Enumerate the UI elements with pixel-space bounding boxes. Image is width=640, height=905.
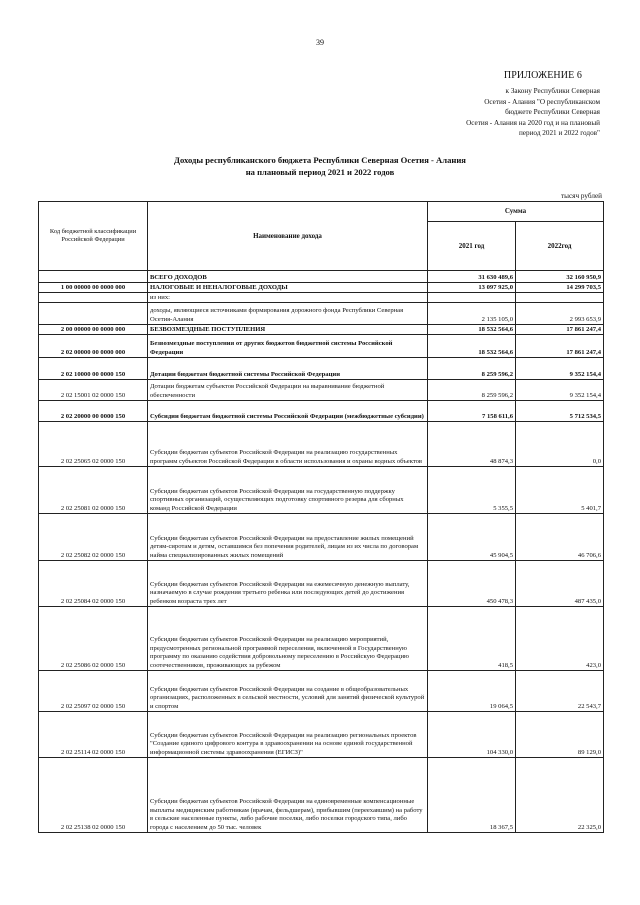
table-row xyxy=(39,293,604,303)
table-row xyxy=(39,271,604,283)
row-code xyxy=(39,303,148,325)
row-name: Субсидии бюджетам субъектов Российской Федерации на государственную поддержку спортивных организаций, осуществляющих подготовку спортивного резерва для сборных команд Российской Федерации xyxy=(148,467,428,514)
row-code: 2 02 25084 02 0000 150 xyxy=(39,561,148,607)
row-value-2021: 104 330,0 xyxy=(428,712,516,758)
row-code: 2 02 00000 00 0000 000 xyxy=(39,335,148,358)
row-value-2022: 17 861 247,4 xyxy=(516,325,604,335)
row-name: Субсидии бюджетам субъектов Российской Федерации на реализацию государственных программ субъектов Российской Федерации в области использования и охраны водных объектов xyxy=(148,422,428,467)
row-value-2022: 9 352 154,4 xyxy=(516,358,604,380)
row-name: БЕЗВОЗМЕЗДНЫЕ ПОСТУПЛЕНИЯ xyxy=(148,325,428,335)
row-value-2022: 5 712 534,5 xyxy=(516,401,604,422)
annex-subtitle-line: бюджете Республики Северная xyxy=(505,108,600,117)
row-value-2021: 45 904,5 xyxy=(428,514,516,561)
row-value-2021: 418,5 xyxy=(428,607,516,671)
table-row xyxy=(39,335,604,358)
table-row xyxy=(39,514,604,561)
row-code: 1 00 00000 00 0000 000 xyxy=(39,283,148,293)
row-value-2022: 2 993 653,9 xyxy=(516,303,604,325)
row-name: Субсидии бюджетам субъектов Российской Федерации на реализацию мероприятий, предусмотренных региональной программой переселения, включенной в Государственную программу по оказанию содействия добровольному переселению в Российскую Федерацию соотечественников, проживающих за рубежом xyxy=(148,607,428,671)
units-label: тысяч рублей xyxy=(561,192,602,200)
annex-subtitle-line: Осетия - Алания "О республиканском xyxy=(484,97,600,106)
row-code: 2 02 25097 02 0000 150 xyxy=(39,671,148,712)
header-year-2021: 2021 год xyxy=(428,222,516,271)
row-name: Субсидии бюджетам субъектов Российской Федерации на создание в общеобразовательных организациях, расположенных в сельской местности, условий для занятий физической культурой и спортом xyxy=(148,671,428,712)
row-name: Субсидии бюджетам субъектов Российской Федерации на предоставление жилых помещений детям-сиротам и детям, оставшимся без попечения родителей, лицам из их числа по договорам найма специализированных жилых помещений xyxy=(148,514,428,561)
row-value-2021: 5 355,5 xyxy=(428,467,516,514)
row-value-2021: 2 135 105,0 xyxy=(428,303,516,325)
row-value-2021: 18 532 564,6 xyxy=(428,325,516,335)
header-sum: Сумма xyxy=(428,202,604,222)
row-code: 2 00 00000 00 0000 000 xyxy=(39,325,148,335)
row-name: Дотации бюджетам бюджетной системы Российской Федерации xyxy=(148,358,428,380)
table-row xyxy=(39,467,604,514)
row-name: Субсидии бюджетам бюджетной системы Российской Федерации (межбюджетные субсидии) xyxy=(148,401,428,422)
row-name: Субсидии бюджетам субъектов Российской Федерации на ежемесячную денежную выплату, назначаемую в случае рождения третьего ребенка или последующих детей до достижения ребенком возраста трех лет xyxy=(148,561,428,607)
table-row xyxy=(39,358,604,380)
table-row xyxy=(39,671,604,712)
table-row xyxy=(39,422,604,467)
row-value-2022: 17 861 247,4 xyxy=(516,335,604,358)
row-name: Субсидии бюджетам субъектов Российской Федерации на реализацию региональных проектов "Создание единого цифрового контура в здравоохранении на основе единой государственной информационной системы здравоохранения (ЕГИСЗ)" xyxy=(148,712,428,758)
row-code: 2 02 15001 02 0000 150 xyxy=(39,380,148,401)
annex-subtitle xyxy=(400,86,600,139)
table-row xyxy=(39,325,604,335)
table-row xyxy=(39,712,604,758)
row-value-2022: 22 325,0 xyxy=(516,758,604,833)
row-value-2022: 89 129,0 xyxy=(516,712,604,758)
table-row xyxy=(39,401,604,422)
row-code: 2 02 20000 00 0000 150 xyxy=(39,401,148,422)
row-value-2022: 9 352 154,4 xyxy=(516,380,604,401)
row-value-2022 xyxy=(516,293,604,303)
row-code xyxy=(39,293,148,303)
row-code: 2 02 25081 02 0000 150 xyxy=(39,467,148,514)
row-code xyxy=(39,271,148,283)
document-title-line: на плановый период 2021 и 2022 годов xyxy=(245,167,395,177)
annex-subtitle-line: к Закону Республики Северная xyxy=(505,87,600,95)
row-value-2022: 487 435,0 xyxy=(516,561,604,607)
row-value-2021: 18 532 564,6 xyxy=(428,335,516,358)
header-name: Наименование дохода xyxy=(148,202,428,271)
row-name: доходы, являющиеся источниками формирования дорожного фонда Республики Северная Осетия-Алания xyxy=(148,303,428,325)
row-name: Безвозмездные поступления от других бюджетов бюджетной системы Российской Федерации xyxy=(148,335,428,358)
annex-subtitle-line: Осетия - Алания на 2020 год и на плановый xyxy=(466,118,600,127)
table-row xyxy=(39,561,604,607)
row-value-2021: 8 259 596,2 xyxy=(428,380,516,401)
row-code: 2 02 25065 02 0000 150 xyxy=(39,422,148,467)
row-value-2021: 18 367,5 xyxy=(428,758,516,833)
row-value-2021 xyxy=(428,293,516,303)
row-value-2021: 8 259 596,2 xyxy=(428,358,516,380)
row-name: НАЛОГОВЫЕ И НЕНАЛОГОВЫЕ ДОХОДЫ xyxy=(148,283,428,293)
row-value-2022: 5 401,7 xyxy=(516,467,604,514)
row-value-2021: 13 097 925,0 xyxy=(428,283,516,293)
page-number: 39 xyxy=(316,38,324,47)
table-row xyxy=(39,607,604,671)
row-value-2022: 0,0 xyxy=(516,422,604,467)
header-year-2022: 2022год xyxy=(516,222,604,271)
annex-subtitle-line: период 2021 и 2022 годов" xyxy=(518,129,600,138)
table-row xyxy=(39,380,604,401)
header-code: Код бюджетной классификации Российской Федерации xyxy=(39,202,148,271)
document-title xyxy=(40,154,600,178)
table-row xyxy=(39,283,604,293)
row-code: 2 02 25138 02 0000 150 xyxy=(39,758,148,833)
table-body xyxy=(39,271,604,833)
row-value-2021: 31 630 489,6 xyxy=(428,271,516,283)
row-value-2021: 7 158 611,6 xyxy=(428,401,516,422)
row-code: 2 02 25086 02 0000 150 xyxy=(39,607,148,671)
document-title-line: Доходы республиканского бюджета Республики Северная Осетия - Алания xyxy=(174,155,466,165)
revenue-table xyxy=(38,201,604,833)
row-name: из них: xyxy=(148,293,428,303)
row-name: ВСЕГО ДОХОДОВ xyxy=(148,271,428,283)
row-name: Субсидии бюджетам субъектов Российской Федерации на единовременные компенсационные выплаты медицинским работникам (врачам, фельдшерам), прибывшим (переехавшим) на работу в сельские населенные пункты, либо рабочие поселки, либо поселки городского типа, либо города с населением до 50 тыс. человек xyxy=(148,758,428,833)
row-code: 2 02 10000 00 0000 150 xyxy=(39,358,148,380)
row-value-2021: 48 874,3 xyxy=(428,422,516,467)
row-name: Дотации бюджетам субъектов Российской Федерации на выравнивание бюджетной обеспеченности xyxy=(148,380,428,401)
row-value-2022: 14 299 703,5 xyxy=(516,283,604,293)
row-value-2021: 19 064,5 xyxy=(428,671,516,712)
annex-title: ПРИЛОЖЕНИЕ 6 xyxy=(503,70,582,81)
table-row xyxy=(39,758,604,833)
table-row xyxy=(39,303,604,325)
row-value-2021: 450 478,3 xyxy=(428,561,516,607)
row-value-2022: 423,0 xyxy=(516,607,604,671)
row-code: 2 02 25114 02 0000 150 xyxy=(39,712,148,758)
row-code: 2 02 25082 02 0000 150 xyxy=(39,514,148,561)
row-value-2022: 46 706,6 xyxy=(516,514,604,561)
row-value-2022: 22 543,7 xyxy=(516,671,604,712)
row-value-2022: 32 160 950,9 xyxy=(516,271,604,283)
